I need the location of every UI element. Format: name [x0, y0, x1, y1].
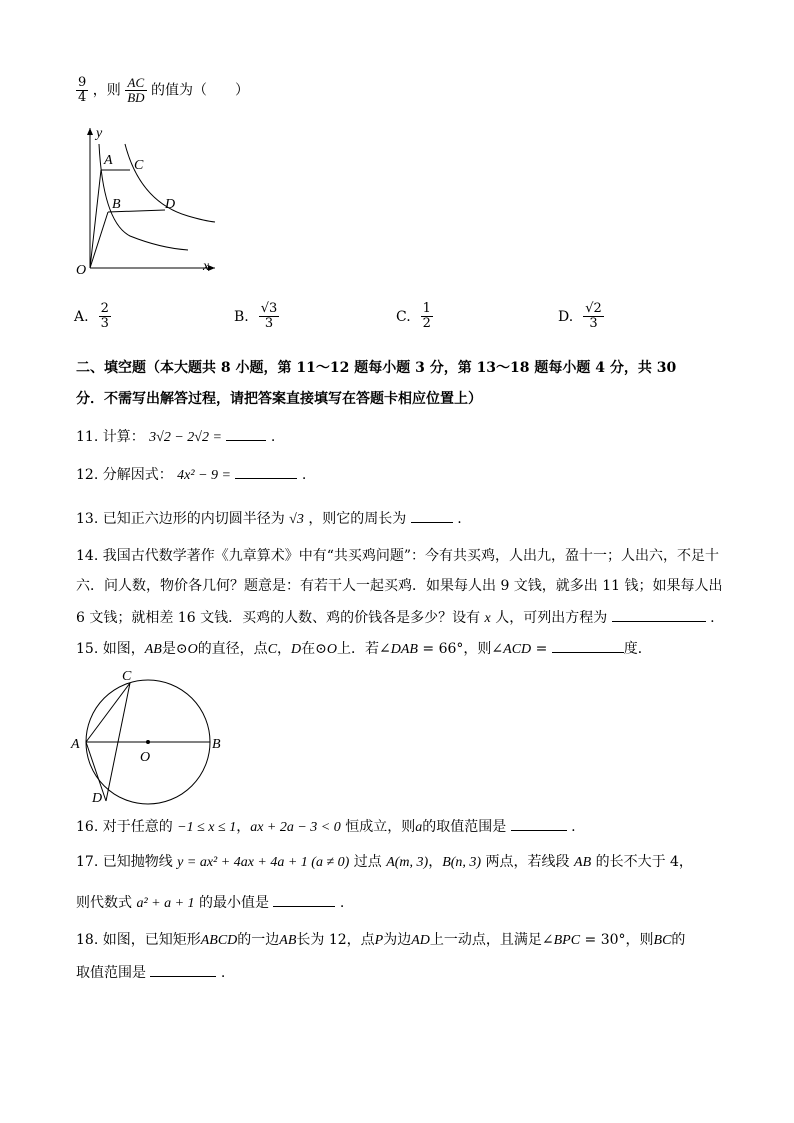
q14-line2: 六．问人数，物价各几何？题意是：有若干人一起买鸡．如果每人出 9 文钱，就多出 11 钱；如果每人出 — [76, 578, 723, 594]
q15-answer-blank[interactable] — [552, 638, 624, 653]
q16: 16. 对于任意的 −1 ≤ x ≤ 1，ax + 2a − 3 < 0 恒成立，则a的取值范围是 . — [76, 816, 726, 838]
section2-heading-line2: 分．不需写出解答过程，请把答案直接填写在答题卡相应位置上） — [76, 391, 482, 407]
option-c[interactable]: C. $\frac{1}{2}$ — [396, 301, 431, 331]
q18-line2: 取值范围是 . — [76, 962, 726, 983]
option-d[interactable]: D. $\frac{√2}{3}$ — [558, 301, 602, 331]
q17-answer-blank[interactable] — [273, 892, 335, 907]
q11: 11. 计算： 3√2 − 2√2 = . — [76, 426, 726, 448]
label-b: B — [112, 197, 121, 212]
label-x: x — [203, 259, 210, 274]
q18-answer-blank[interactable] — [150, 962, 216, 977]
label-o: O — [140, 750, 151, 765]
q11-answer-blank[interactable] — [226, 426, 266, 441]
q17-line1: 17. 已知抛物线 y = ax² + 4ax + 4a + 1 (a ≠ 0) 过点 A(m, 3)，B(n, 3) 两点，若线段 AB 的长不大于 4， — [76, 854, 693, 870]
q12: 12. 分解因式： 4x² − 9 = . — [76, 464, 726, 486]
q14-line3: 6 文钱；就相差 16 文钱．买鸡的人数、鸡的价钱各是多少？设有 x 人，可列出方程为 . — [76, 607, 726, 629]
q14-answer-blank[interactable] — [612, 607, 706, 622]
q14-line1: 14. 我国古代数学著作《九章算术》中有“共买鸡问题”：今有共买鸡，人出九，盈十一；人出六，不足十 — [76, 548, 720, 564]
q12-answer-blank[interactable] — [235, 464, 297, 479]
q15: 15. 如图，AB是⊙O的直径，点C，D在⊙O上．若∠DAB = 66°，则∠ACD = 度． — [76, 638, 726, 660]
fraction-nine-fourths: $\frac{9}{4}$ — [78, 75, 87, 105]
label-c: C — [134, 158, 144, 173]
chord-ac — [86, 683, 130, 742]
center-point — [146, 740, 150, 744]
label-a: A — [104, 153, 113, 168]
y-axis-arrow — [87, 128, 93, 135]
segment-oa — [90, 170, 101, 268]
circle-diagram — [66, 664, 236, 809]
q13-answer-blank[interactable] — [411, 508, 453, 523]
q17-line2: 则代数式 a² + a + 1 的最小值是 . — [76, 892, 726, 914]
label-d: D — [92, 791, 103, 806]
label-c: C — [122, 669, 132, 684]
label-y: y — [96, 126, 103, 141]
q10-tail: $\frac{9}{4}$ ，则 $\frac{AC}{BD}$ 的值为（ ） — [78, 75, 249, 105]
option-a[interactable]: A. $\frac{2}{3}$ — [74, 301, 109, 331]
label-b: B — [212, 737, 221, 752]
q16-answer-blank[interactable] — [511, 816, 567, 831]
fraction-ac-bd: $\frac{AC}{BD}$ — [127, 75, 145, 105]
section2-heading-line1: 二、填空题（本大题共 8 小题，第 11～12 题每小题 3 分，第 13～18 题每小题 4 分，共 30 — [76, 360, 677, 376]
q18-line1: 18. 如图，已知矩形ABCD的一边AB长为 12，点P为边AD上一动点，且满足∠BPC = 30°，则BC的 — [76, 932, 686, 948]
label-a: A — [71, 737, 80, 752]
label-d: D — [165, 197, 176, 212]
label-o: O — [76, 263, 87, 278]
q13: 13. 已知正六边形的内切圆半径为 √3 ，则它的周长为 . — [76, 508, 726, 530]
function-graph — [70, 122, 230, 282]
option-b[interactable]: B. $\frac{√3}{3}$ — [234, 301, 278, 331]
